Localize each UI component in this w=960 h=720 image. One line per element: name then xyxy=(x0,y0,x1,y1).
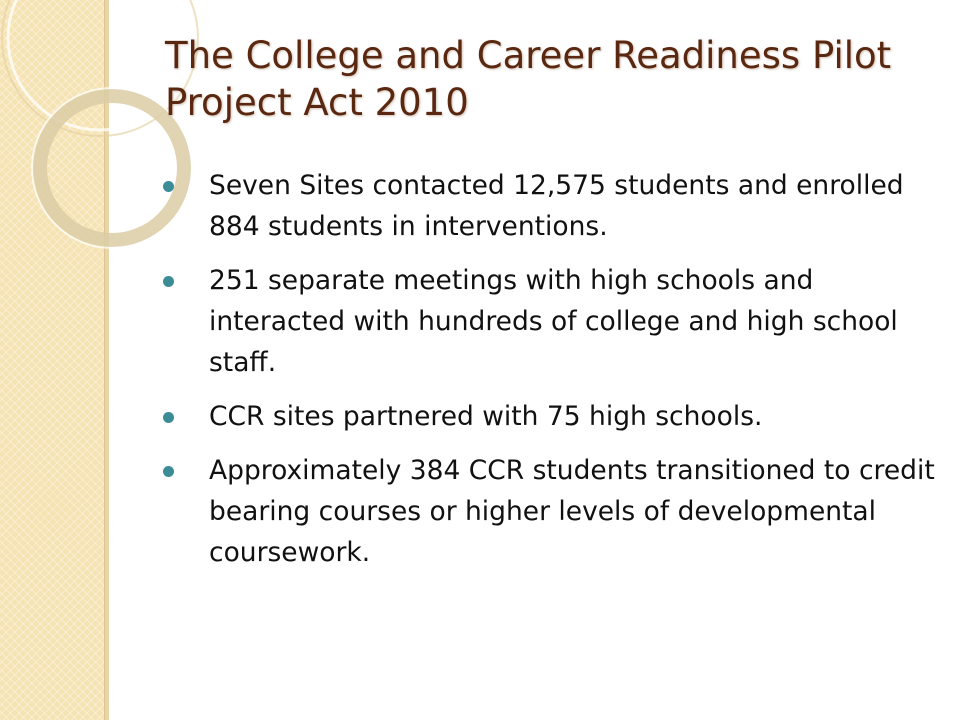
bullet-item xyxy=(160,260,935,383)
bullet-text: Seven Sites contacted 12,575 students and enrolled 884 students in interventions. xyxy=(209,170,904,242)
bullet-item xyxy=(160,450,935,573)
bullet-dot-icon xyxy=(163,276,174,287)
bullet-text: Approximately 384 CCR students transitioned to credit bearing courses or higher levels of developmental coursework. xyxy=(209,455,935,568)
bullet-item xyxy=(160,396,935,437)
bullet-text: CCR sites partnered with 75 high schools. xyxy=(209,401,763,432)
bullet-text: 251 separate meetings with high schools and interacted with hundreds of college and high school staff. xyxy=(209,265,898,378)
bullet-item xyxy=(160,165,935,247)
bullet-dot-icon xyxy=(163,412,174,423)
slide-title: The College and Career Readiness Pilot Project Act 2010 xyxy=(165,34,892,124)
bullet-list xyxy=(160,165,935,586)
bullet-dot-icon xyxy=(163,181,174,192)
bullet-dot-icon xyxy=(163,466,174,477)
